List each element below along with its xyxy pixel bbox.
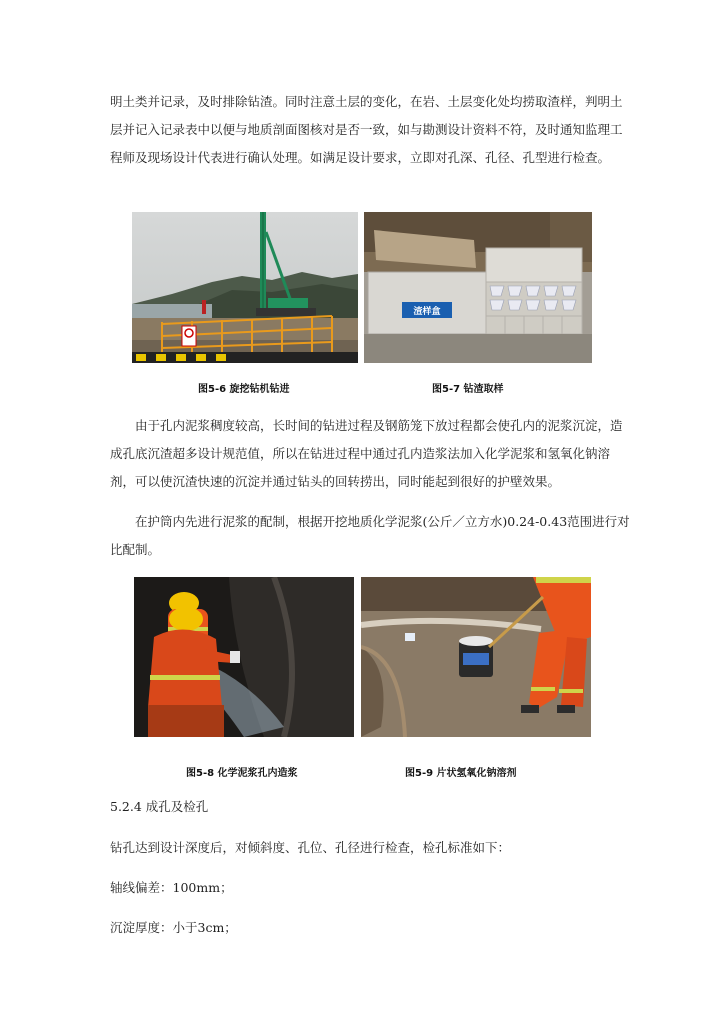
section-intro: 钻孔达到设计深度后，对倾斜度、孔位、孔径进行检查，检孔标准如下：	[110, 840, 511, 855]
paragraph-2: 由于孔内泥浆稠度较高，长时间的钻进过程及钢筋笼下放过程都会使孔内的泥浆沉淀，造成孔底沉渣超多设计规范值，所以在钻进过程中通过孔内造浆法加入化学泥浆和氢氧化钠溶剂，可以使沉渣快速的沉淀并通过钻头的回转捞出，同时能起到很好的护壁效果。	[110, 418, 623, 489]
figure-5-7-sample-box-photo	[364, 212, 592, 363]
paragraph-1: 明土类并记录，及时排除钻渣。同时注意土层的变化，在岩、土层变化处均捞取渣样，判明土层并记入记录表中以便与地质剖面图核对是否一致，如与勘测设计资料不符，及时通知监理工程师及现场设计代表进行确认处理。如满足设计要求，立即对孔深、孔径、孔型进行检查。	[110, 94, 623, 165]
sample-box-label-text: 渣样盒	[413, 307, 441, 317]
figure-5-9-bucket-photo	[361, 577, 591, 737]
figure-5-9-caption: 图5-9 片状氢氧化钠溶剂	[405, 768, 517, 779]
paragraph-3: 在护筒内先进行泥浆的配制，根据开挖地质化学泥浆(公斤／立方水)0.24-0.43范围进行对比配制。	[110, 514, 630, 557]
figure-5-8-caption: 图5-8 化学泥浆孔内造浆	[186, 768, 298, 779]
figure-5-6-drilling-rig-photo	[132, 212, 358, 363]
figure-5-6-caption: 图5-6 旋挖钻机钻进	[198, 384, 290, 395]
standard-item-sediment-thickness: 沉淀厚度：小于3cm；	[110, 920, 237, 935]
figure-5-8-workers-photo	[134, 577, 354, 737]
figure-5-7-caption: 图5-7 钻渣取样	[432, 384, 504, 395]
standard-item-axis-deviation: 轴线偏差：100mm；	[110, 880, 233, 895]
section-heading: 5.2.4 成孔及检孔	[110, 799, 209, 814]
